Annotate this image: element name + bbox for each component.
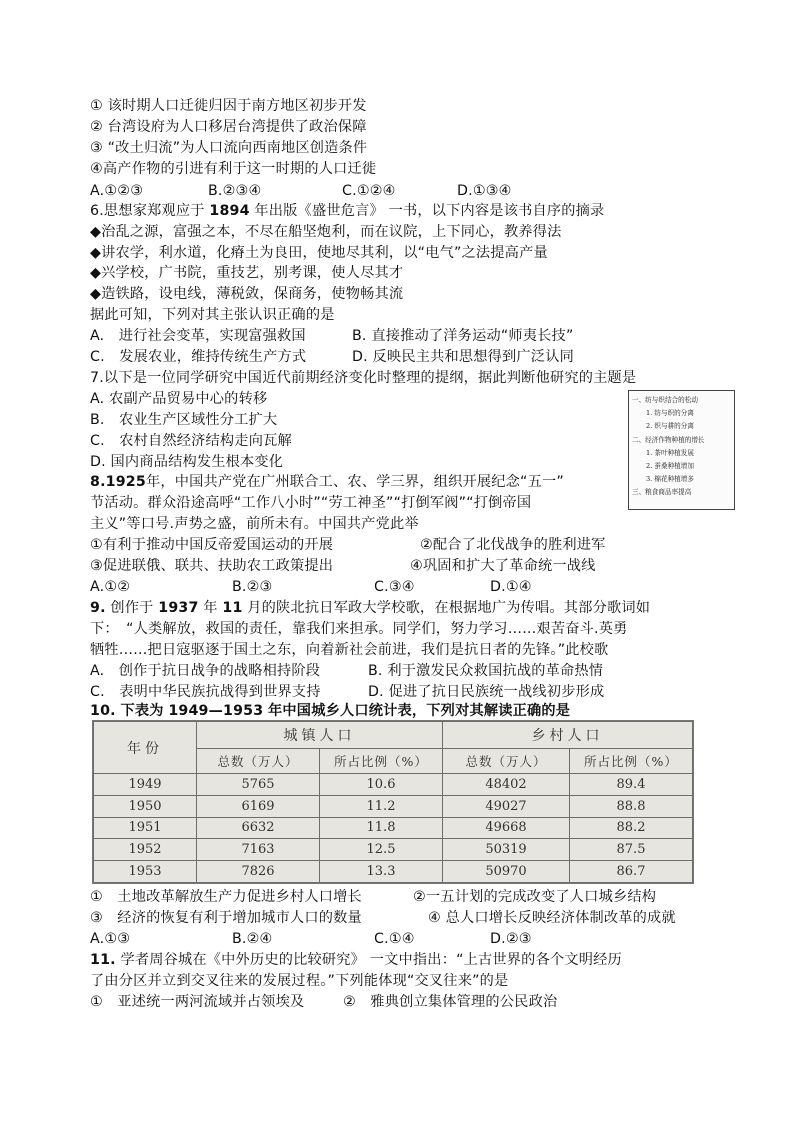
rural-header: 乡村人口 bbox=[443, 722, 693, 749]
year-cell: 1949 bbox=[94, 774, 197, 796]
year-cell: 1951 bbox=[94, 817, 197, 839]
q5-statement-4: ④高产作物的引进有利于这一时期的人口迁徙 bbox=[90, 161, 377, 177]
rural-ratio-cell: 89.4 bbox=[570, 774, 693, 796]
q6-option-c: C. 发展农业，维持传统生产方式 bbox=[90, 349, 307, 365]
year-cell: 1953 bbox=[94, 861, 197, 883]
rural-total-cell: 49027 bbox=[443, 795, 570, 817]
urban-ratio-header: 所占比例（%） bbox=[320, 749, 443, 774]
q8-statement-4: ④巩固和扩大了革命统一战线 bbox=[410, 558, 596, 574]
q9-options-ab bbox=[90, 661, 604, 681]
q10-statement-4: ④ 总人口增长反映经济体制改革的成就 bbox=[428, 910, 676, 926]
q10-statement-1: ① 土地改革解放生产力促进乡村人口增长 bbox=[90, 889, 362, 905]
year-cell: 1952 bbox=[94, 839, 197, 861]
q6-quote-2: ◆讲农学，利水道，化瘠土为良田，使地尽其利，以“电气”之法提高产量 bbox=[90, 245, 548, 261]
outline-heading-1: 一、纺与织结合的松动 bbox=[632, 396, 698, 404]
table-row bbox=[94, 774, 693, 796]
outline-item: 1. 纺与织的分离 bbox=[646, 409, 694, 418]
q10-option-d: D.②③ bbox=[490, 931, 532, 947]
population-table-grid bbox=[93, 721, 693, 883]
outline-item: 2. 织与耕的分离 bbox=[646, 422, 694, 431]
rural-total-cell: 48402 bbox=[443, 774, 570, 796]
q8-stem-3: 主义”等口号.声势之盛，前所未有。中国共产党此举 bbox=[90, 516, 419, 532]
urban-ratio-cell: 13.3 bbox=[320, 861, 443, 883]
q8-option-d: D.①④ bbox=[490, 579, 532, 595]
q6-stem: 6.思想家郑观应于 1894 年出版《盛世危言》 一书，以下内容是该书自序的摘录 bbox=[90, 203, 605, 219]
rural-total-cell: 50319 bbox=[443, 839, 570, 861]
rural-ratio-cell: 86.7 bbox=[570, 861, 693, 883]
q11-statements-12 bbox=[90, 992, 558, 1012]
q8-stem-1: 8.1925年，中国共产党在广州联合工、农、学三界，组织开展纪念“五一” bbox=[90, 474, 564, 490]
q8-statement-2: ②配合了北伐战争的胜利进军 bbox=[420, 537, 606, 553]
urban-ratio-cell: 11.2 bbox=[320, 795, 443, 817]
q7-outline-box bbox=[628, 390, 735, 510]
table-row bbox=[94, 817, 693, 839]
q6-quote-1: ◆治乱之源，富强之本，不尽在船坚炮利，而在议院，上下同心，教养得法 bbox=[90, 224, 562, 240]
urban-total-cell: 7163 bbox=[197, 839, 320, 861]
q10-option-b: B.②④ bbox=[232, 931, 273, 947]
outline-item: 1. 茶叶种植发展 bbox=[646, 448, 694, 457]
q10-statements-12 bbox=[90, 887, 657, 907]
q6-question: 据此可知，下列对其主张认识正确的是 bbox=[90, 307, 335, 323]
q11-statement-2: ② 雅典创立集体管理的公民政治 bbox=[343, 994, 558, 1010]
q8-statements-34 bbox=[90, 556, 596, 576]
q11-stem-1: 11. 学者周谷城在《中外历史的比较研究》 一文中指出：“上古世界的各个文明经历 bbox=[90, 952, 622, 968]
q9-option-a: A. 创作于抗日战争的战略相持阶段 bbox=[90, 663, 321, 679]
q8-option-b: B.②③ bbox=[232, 579, 273, 595]
q5-statement-1: ① 该时期人口迁徙归因于南方地区初步开发 bbox=[90, 98, 367, 114]
outline-heading-2: 二、经济作物种植的增长 bbox=[632, 435, 705, 444]
rural-total-cell: 50970 bbox=[443, 861, 570, 883]
q7-option-d: D. 国内商品结构发生根本变化 bbox=[90, 454, 284, 470]
rural-total-header: 总数（万人） bbox=[443, 749, 570, 774]
q5-statement-3: ③ “改土归流”为人口流向西南地区创造条件 bbox=[90, 140, 368, 156]
q8-stem-2: 节活动。群众沿途高呼“工作八小时”“劳工神圣”“打倒军阀”“打倒帝国 bbox=[90, 495, 532, 511]
rural-ratio-cell: 88.2 bbox=[570, 817, 693, 839]
q5-option-d: D.①③④ bbox=[457, 183, 512, 199]
table-header-row bbox=[94, 722, 693, 749]
q5-option-a: A.①②③ bbox=[90, 183, 144, 199]
q6-option-d: D. 反映民主共和思想得到广泛认同 bbox=[352, 349, 574, 365]
q6-option-b: B. 直接推动了洋务运动“师夷长技” bbox=[352, 328, 574, 344]
rural-total-cell: 49668 bbox=[443, 817, 570, 839]
urban-total-cell: 5765 bbox=[197, 774, 320, 796]
q10-option-a: A.①③ bbox=[90, 931, 131, 947]
q10-statement-3: ③ 经济的恢复有利于增加城市人口的数量 bbox=[90, 910, 362, 926]
q10-statements-34 bbox=[90, 908, 676, 928]
outline-heading-3: 三、粮食商品率提高 bbox=[632, 488, 692, 497]
q9-stem-2: 下： “人类解放，救国的责任，靠我们来担承。同学们，努力学习……艰苦奋斗.英勇 bbox=[90, 621, 628, 637]
q9-stem-3: 牺牲……把日寇驱逐于国土之东，向着新社会前进，我们是抗日者的先锋。”此校歌 bbox=[90, 642, 609, 658]
table-row bbox=[94, 795, 693, 817]
q5-option-b: B.②③④ bbox=[208, 183, 262, 199]
urban-ratio-cell: 10.6 bbox=[320, 774, 443, 796]
q7-option-b: B. 农业生产区域性分工扩大 bbox=[90, 412, 278, 428]
q5-option-c: C.①②④ bbox=[342, 183, 396, 199]
q9-options-cd bbox=[90, 682, 605, 702]
q8-statements-12 bbox=[90, 535, 606, 555]
urban-total-cell: 6632 bbox=[197, 817, 320, 839]
q11-statement-1: ① 亚述统一两河流域并占领埃及 bbox=[90, 994, 305, 1010]
q9-stem-1: 9. 创作于 1937 年 11 月的陕北抗日军政大学校歌，在根据地广为传唱。其部分歌词如 bbox=[90, 600, 651, 616]
q6-options-ab bbox=[90, 326, 574, 346]
table-row bbox=[94, 861, 693, 883]
rural-ratio-cell: 88.8 bbox=[570, 795, 693, 817]
q6-quote-3: ◆兴学校，广书院，重技艺，别考课，使人尽其才 bbox=[90, 265, 404, 281]
population-table bbox=[92, 720, 694, 884]
q6-option-a: A. 进行社会变革，实现富强救国 bbox=[90, 328, 306, 344]
q7-stem: 7.以下是一位同学研究中国近代前期经济变化时整理的提纲，据此判断他研究的主题是 bbox=[90, 370, 637, 386]
urban-total-cell: 6169 bbox=[197, 795, 320, 817]
q7-option-a: A. 农副产品贸易中心的转移 bbox=[90, 391, 268, 407]
q9-option-b: B. 利于激发民众救国抗战的革命热情 bbox=[368, 663, 604, 679]
year-header: 年份 bbox=[94, 722, 197, 774]
rural-ratio-cell: 87.5 bbox=[570, 839, 693, 861]
urban-header: 城镇人口 bbox=[197, 722, 443, 749]
q6-options-cd bbox=[90, 347, 574, 367]
q11-stem-2: 了由分区并立到交叉往来的发展过程。”下列能体现“交叉往来”的是 bbox=[90, 973, 509, 989]
q6-quote-4: ◆造铁路，设电线，薄税敛，保商务，使物畅其流 bbox=[90, 286, 404, 302]
q10-stem: 10. 下表为 1949—1953 年中国城乡人口统计表，下列对其解读正确的是 bbox=[90, 703, 571, 719]
urban-total-cell: 7826 bbox=[197, 861, 320, 883]
outline-item: 3. 棉花种植增多 bbox=[646, 475, 694, 484]
q10-statement-2: ②一五计划的完成改变了人口城乡结构 bbox=[413, 889, 657, 905]
year-cell: 1950 bbox=[94, 795, 197, 817]
q5-statement-2: ② 台湾设府为人口移居台湾提供了政治保障 bbox=[90, 119, 367, 135]
q10-option-c: C.①④ bbox=[374, 931, 415, 947]
q9-option-c: C. 表明中华民族抗战得到世界支持 bbox=[90, 684, 321, 700]
q8-option-c: C.③④ bbox=[374, 579, 415, 595]
urban-ratio-cell: 12.5 bbox=[320, 839, 443, 861]
urban-ratio-cell: 11.8 bbox=[320, 817, 443, 839]
urban-total-header: 总数（万人） bbox=[197, 749, 320, 774]
outline-item: 2. 蚕桑种植增加 bbox=[646, 462, 694, 471]
q9-option-d: D. 促进了抗日民族统一战线初步形成 bbox=[368, 684, 605, 700]
q8-statement-3: ③促进联俄、联共、扶助农工政策提出 bbox=[90, 558, 334, 574]
table-row bbox=[94, 839, 693, 861]
rural-ratio-header: 所占比例（%） bbox=[570, 749, 693, 774]
q8-statement-1: ①有利于推动中国反帝爱国运动的开展 bbox=[90, 537, 334, 553]
q7-option-c: C. 农村自然经济结构走向瓦解 bbox=[90, 433, 292, 449]
q8-option-a: A.①② bbox=[90, 579, 131, 595]
